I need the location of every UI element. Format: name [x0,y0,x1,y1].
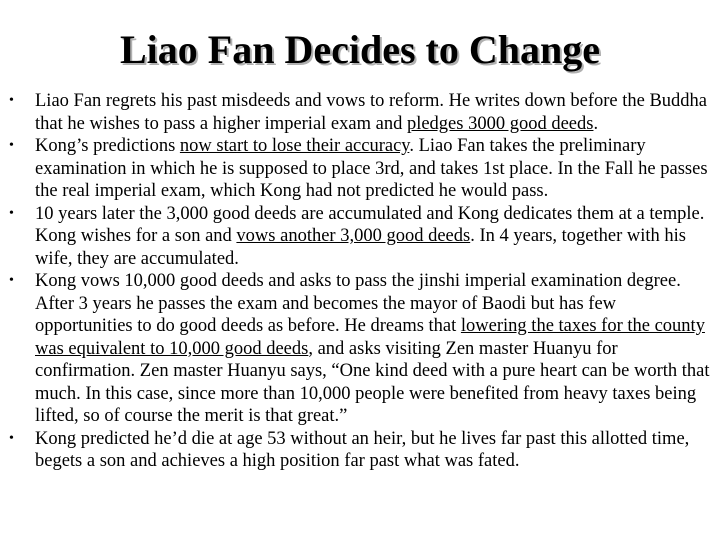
bullet-dot-icon: • [9,205,14,221]
bullet-item [0,428,720,473]
bullet-text: . Liao Fan takes the preliminary examination in which he is supposed to place 3rd, and takes 1st place. In the Fall he passes the real imperial exam, which Kong had not predicted he would pass. [35,136,708,201]
bullet-dot-icon: • [9,93,14,108]
bullet-text: Kong’s predictions [35,136,180,156]
bullet-text: Kong vows 10,000 good deeds and asks to pass the jinshi imperial examination degree. After 3 years he passes the exam and becomes the mayor of Baodi but has few opportunities to do good deeds as before. He dreams that [35,271,681,336]
bullet-item [0,203,720,271]
bullet-item [0,90,720,135]
bullet-underlined-text: pledges 3000 good deeds [406,113,594,134]
bullet-list [0,90,720,473]
bullet-item [0,135,720,203]
bullet-item [0,270,720,428]
bullet-text: Liao Fan regrets his past misdeeds and vows to reform. He writes down before the Buddha that he wishes to pass a higher imperial exam and [35,91,708,134]
bullet-underlined-text: vows another 3,000 good deeds [236,226,471,246]
slide-title: Liao Fan Decides to Change [120,27,600,72]
bullet-text: . In 4 years, together with his wife, they are accumulated. [35,226,686,269]
bullet-dot-icon: • [9,273,14,288]
bullet-dot-icon: • [9,430,14,446]
bullet-text: 10 years later the 3,000 good deeds are accumulated and Kong dedicates them at a temple. Kong wishes for a son and [35,203,705,246]
bullet-dot-icon: • [9,138,14,153]
bullet-text: . [593,113,599,134]
bullet-underlined-text: lowering the taxes for the county was equivalent to 10,000 good deeds [35,316,705,359]
bullet-text: Kong predicted he’d die at age 53 without an heir, but he lives far past this allotted time, begets a son and achieves a high position far past what was fated. [35,428,690,471]
bullet-text: , and asks visiting Zen master Huanyu for confirmation. Zen master Huanyu says, “One kind deed with a pure heart can be worth that much. In this case, since more than 10,000 people were benefited from heavy taxes being lifted, so of course the merit is that great.” [35,338,710,426]
bullet-underlined-text: now start to lose their accuracy [179,136,410,156]
